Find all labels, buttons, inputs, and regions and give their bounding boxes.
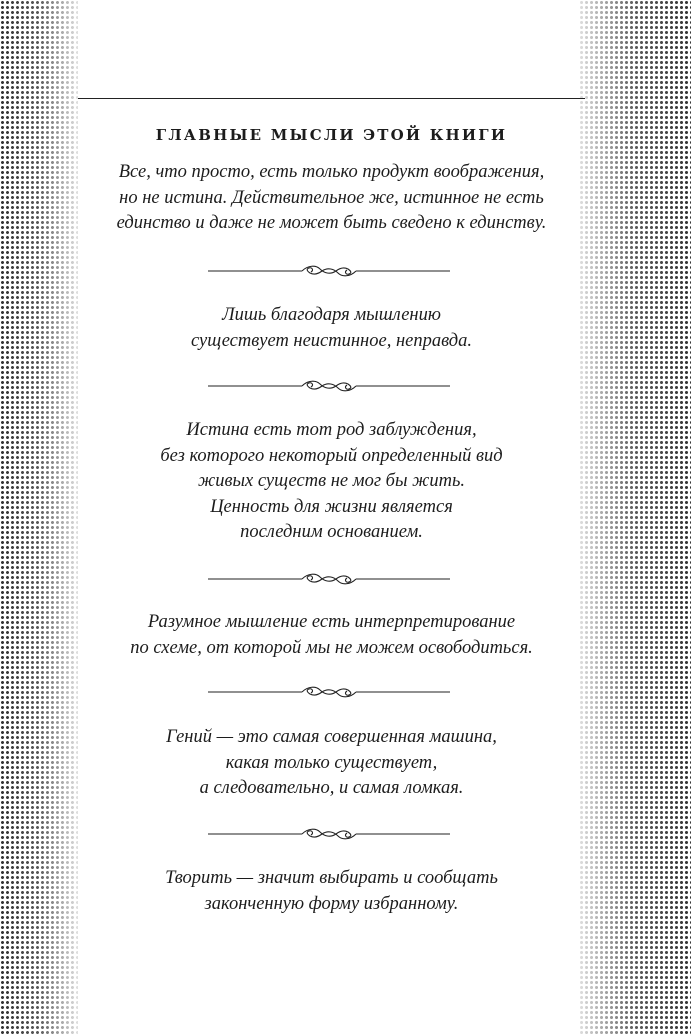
quote-line: законченную форму избранному.: [204, 893, 459, 914]
quote-line: но не истина. Действительное же, истинное не есть: [119, 187, 544, 208]
quote-line: последним основанием.: [240, 522, 423, 542]
flourish-divider-icon: [208, 826, 450, 842]
book-page: [78, 0, 579, 1034]
quote-line: а следовательно, и самая ломкая.: [199, 778, 464, 798]
quote-line: существует неистинное, неправда.: [190, 330, 473, 351]
quote-2: [78, 303, 585, 354]
halftone-border-right: [579, 0, 691, 1034]
top-rule: [78, 98, 585, 99]
quote-line: единство и даже не может быть сведено к единству.: [116, 213, 547, 233]
quote-3: [78, 418, 585, 546]
quote-line: Разумное мышление есть интерпретирование: [147, 612, 516, 632]
flourish-divider-icon: [208, 263, 450, 279]
flourish-divider-icon: [208, 378, 450, 394]
flourish-divider-icon: [208, 684, 450, 700]
quote-line: Творить — значит выбирать и сообщать: [165, 868, 498, 888]
flourish-divider-icon: [208, 571, 450, 587]
halftone-border-left: [0, 0, 78, 1034]
page-title: ГЛАВНЫЕ МЫСЛИ ЭТОЙ КНИГИ: [155, 126, 508, 144]
quote-line: Гений — это самая совершенная машина,: [166, 727, 497, 747]
quote-line: без которого некоторый определенный вид: [160, 445, 503, 466]
quote-6: [78, 866, 585, 917]
quote-line: Ценность для жизни является: [210, 496, 453, 517]
quote-line: по схеме, от которой мы не можем освободиться.: [130, 637, 533, 658]
quote-1: [78, 160, 585, 237]
quote-line: Лишь благодаря мышлению: [222, 305, 441, 325]
quote-4: [78, 610, 585, 661]
quote-line: Все, что просто, есть только продукт воображения,: [118, 162, 545, 182]
quote-5: [78, 725, 585, 802]
quote-line: какая только существует,: [225, 752, 438, 773]
quote-line: живых существ не мог бы жить.: [197, 471, 465, 491]
quote-line: Истина есть тот род заблуждения,: [186, 420, 477, 440]
